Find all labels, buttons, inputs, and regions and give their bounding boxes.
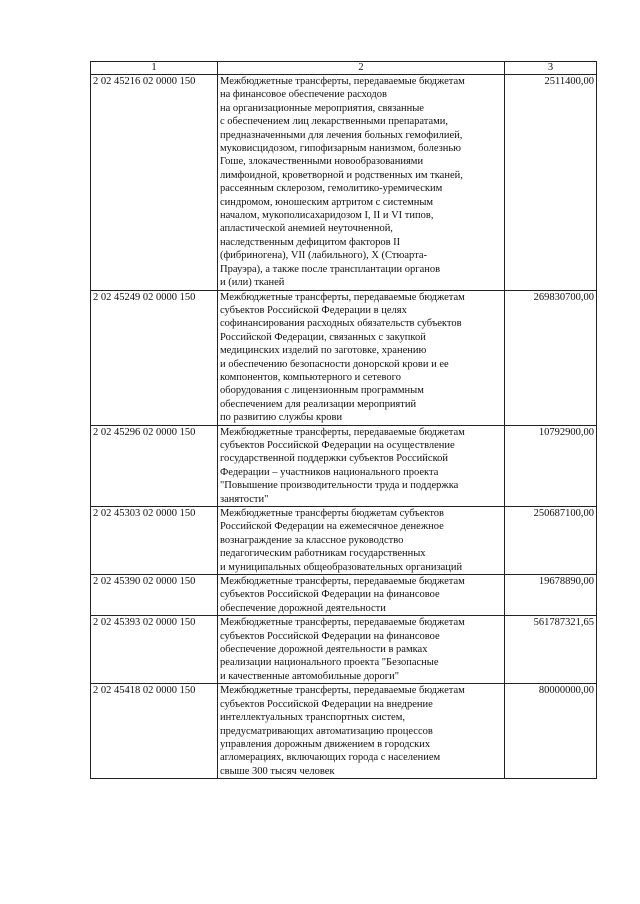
- description-line: Российской Федерации на ежемесячное денежное: [220, 521, 444, 533]
- column-number-row: [91, 62, 597, 75]
- description-line: медицинских изделий по заготовке, хранению: [220, 345, 427, 357]
- description-line: "Повышение производительности труда и поддержка: [220, 480, 459, 492]
- description-line: по развитию службы крови: [220, 412, 343, 424]
- description-line: (фибриногена), VII (лабильного), X (Стюарта-: [220, 250, 428, 262]
- description-line: началом, мукополисахаридозом I, II и VI типов,: [220, 210, 434, 222]
- description-line: наследственным дефицитом факторов II: [220, 236, 401, 248]
- description-line: оборудования с лицензионным программным: [220, 385, 424, 397]
- description-line: и муниципальных общеобразовательных организаций: [220, 561, 463, 573]
- description-line: обеспечение дорожной деятельности в рамках: [220, 644, 428, 656]
- table-row: [91, 425, 597, 506]
- budget-code-cell: 2 02 45418 02 0000 150: [91, 684, 218, 779]
- column-number-2: 2: [218, 62, 505, 75]
- description-line: лимфоидной, кроветворной и родственных им тканей,: [220, 169, 463, 181]
- description-line: педагогическим работникам государственных: [220, 548, 426, 560]
- description-line: и обеспечению безопасности донорской крови и ее: [220, 358, 449, 370]
- amount-cell: 10792900,00: [505, 425, 597, 506]
- column-number-3: 3: [505, 62, 597, 75]
- description-line: Прауэра), а также после трансплантации органов: [220, 263, 441, 275]
- table-row: [91, 290, 597, 425]
- description-line: компонентов, компьютерного и сетевого: [220, 371, 401, 383]
- description-line: Гоше, злокачественными новообразованиями: [220, 156, 424, 168]
- description-cell: [218, 616, 505, 684]
- description-line: предназначенными для лечения больных гемофилией,: [220, 129, 463, 141]
- description-line: субъектов Российской Федерации на внедрение: [220, 698, 433, 710]
- amount-cell: 19678890,00: [505, 575, 597, 616]
- description-line: на организационные мероприятия, связанные: [220, 102, 424, 114]
- budget-code-cell: 2 02 45296 02 0000 150: [91, 425, 218, 506]
- description-line: на финансовое обеспечение расходов: [220, 89, 387, 101]
- description-cell: [218, 290, 505, 425]
- description-cell: [218, 575, 505, 616]
- description-line: муковисцидозом, гипофизарным нанизмом, болезнью: [220, 143, 462, 155]
- description-line: субъектов Российской Федерации на финансовое: [220, 630, 440, 642]
- description-line: Межбюджетные трансферты бюджетам субъектов: [220, 508, 445, 519]
- description-line: предусматривающих автоматизацию процессов: [220, 725, 433, 737]
- description-line: Межбюджетные трансферты, передаваемые бюджетам: [220, 426, 465, 438]
- amount-cell: 250687100,00: [505, 507, 597, 575]
- description-line: интеллектуальных транспортных систем,: [220, 712, 405, 724]
- description-line: Российской Федерации, связанных с закупкой: [220, 331, 426, 343]
- description-line: рассеянным склерозом, гемолитико-уремическим: [220, 183, 443, 195]
- description-line: обеспечение дорожной деятельности: [220, 602, 386, 614]
- table-body: [91, 62, 597, 779]
- description-line: занятости": [220, 493, 269, 505]
- description-line: субъектов Российской Федерации в целях: [220, 304, 407, 316]
- description-line: агломерациях, включающих города с населением: [220, 752, 441, 764]
- table-row: [91, 616, 597, 684]
- description-line: обеспечением для реализации мероприятий: [220, 398, 417, 410]
- amount-cell: 80000000,00: [505, 684, 597, 779]
- description-line: Межбюджетные трансферты, передаваемые бюджетам: [220, 617, 465, 629]
- table-row: [91, 575, 597, 616]
- amount-cell: 269830700,00: [505, 290, 597, 425]
- description-cell: [218, 684, 505, 779]
- description-line: реализации национального проекта "Безопасные: [220, 657, 439, 669]
- description-line: свыше 300 тысяч человек: [220, 765, 335, 777]
- description-cell: [218, 425, 505, 506]
- budget-code-cell: 2 02 45249 02 0000 150: [91, 290, 218, 425]
- table-row: [91, 507, 597, 575]
- description-line: Межбюджетные трансферты, передаваемые бюджетам: [220, 291, 465, 303]
- description-line: Межбюджетные трансферты, передаваемые бюджетам: [220, 76, 465, 87]
- description-cell: [218, 507, 505, 575]
- budget-code-cell: 2 02 45393 02 0000 150: [91, 616, 218, 684]
- column-number-1: 1: [91, 62, 218, 75]
- description-cell: [218, 75, 505, 291]
- description-line: Межбюджетные трансферты, передаваемые бюджетам: [220, 685, 465, 697]
- description-line: субъектов Российской Федерации на финансовое: [220, 589, 440, 601]
- budget-revenue-table: [90, 61, 597, 779]
- description-line: Межбюджетные трансферты, передаваемые бюджетам: [220, 576, 465, 588]
- budget-code-cell: 2 02 45303 02 0000 150: [91, 507, 218, 575]
- description-line: управления дорожным движением в городских: [220, 738, 431, 750]
- description-line: государственной поддержки субъектов Российской: [220, 453, 449, 465]
- description-line: софинансирования расходных обязательств субъектов: [220, 318, 462, 330]
- description-line: и качественные автомобильные дороги": [220, 670, 400, 682]
- table-row: [91, 75, 597, 291]
- description-line: субъектов Российской Федерации на осуществление: [220, 439, 455, 451]
- table-row: [91, 684, 597, 779]
- description-line: Федерации – участников национального проекта: [220, 466, 439, 478]
- budget-code-cell: 2 02 45216 02 0000 150: [91, 75, 218, 291]
- description-line: вознаграждение за классное руководство: [220, 534, 404, 546]
- description-line: синдромом, юношеским артритом с системным: [220, 196, 434, 208]
- description-line: апластической анемией неуточненной,: [220, 223, 393, 235]
- amount-cell: 561787321,65: [505, 616, 597, 684]
- budget-code-cell: 2 02 45390 02 0000 150: [91, 575, 218, 616]
- amount-cell: 2511400,00: [505, 75, 597, 291]
- document-page: [90, 61, 597, 779]
- description-line: с обеспечением лиц лекарственными препаратами,: [220, 116, 449, 128]
- description-line: и (или) тканей: [220, 277, 285, 289]
